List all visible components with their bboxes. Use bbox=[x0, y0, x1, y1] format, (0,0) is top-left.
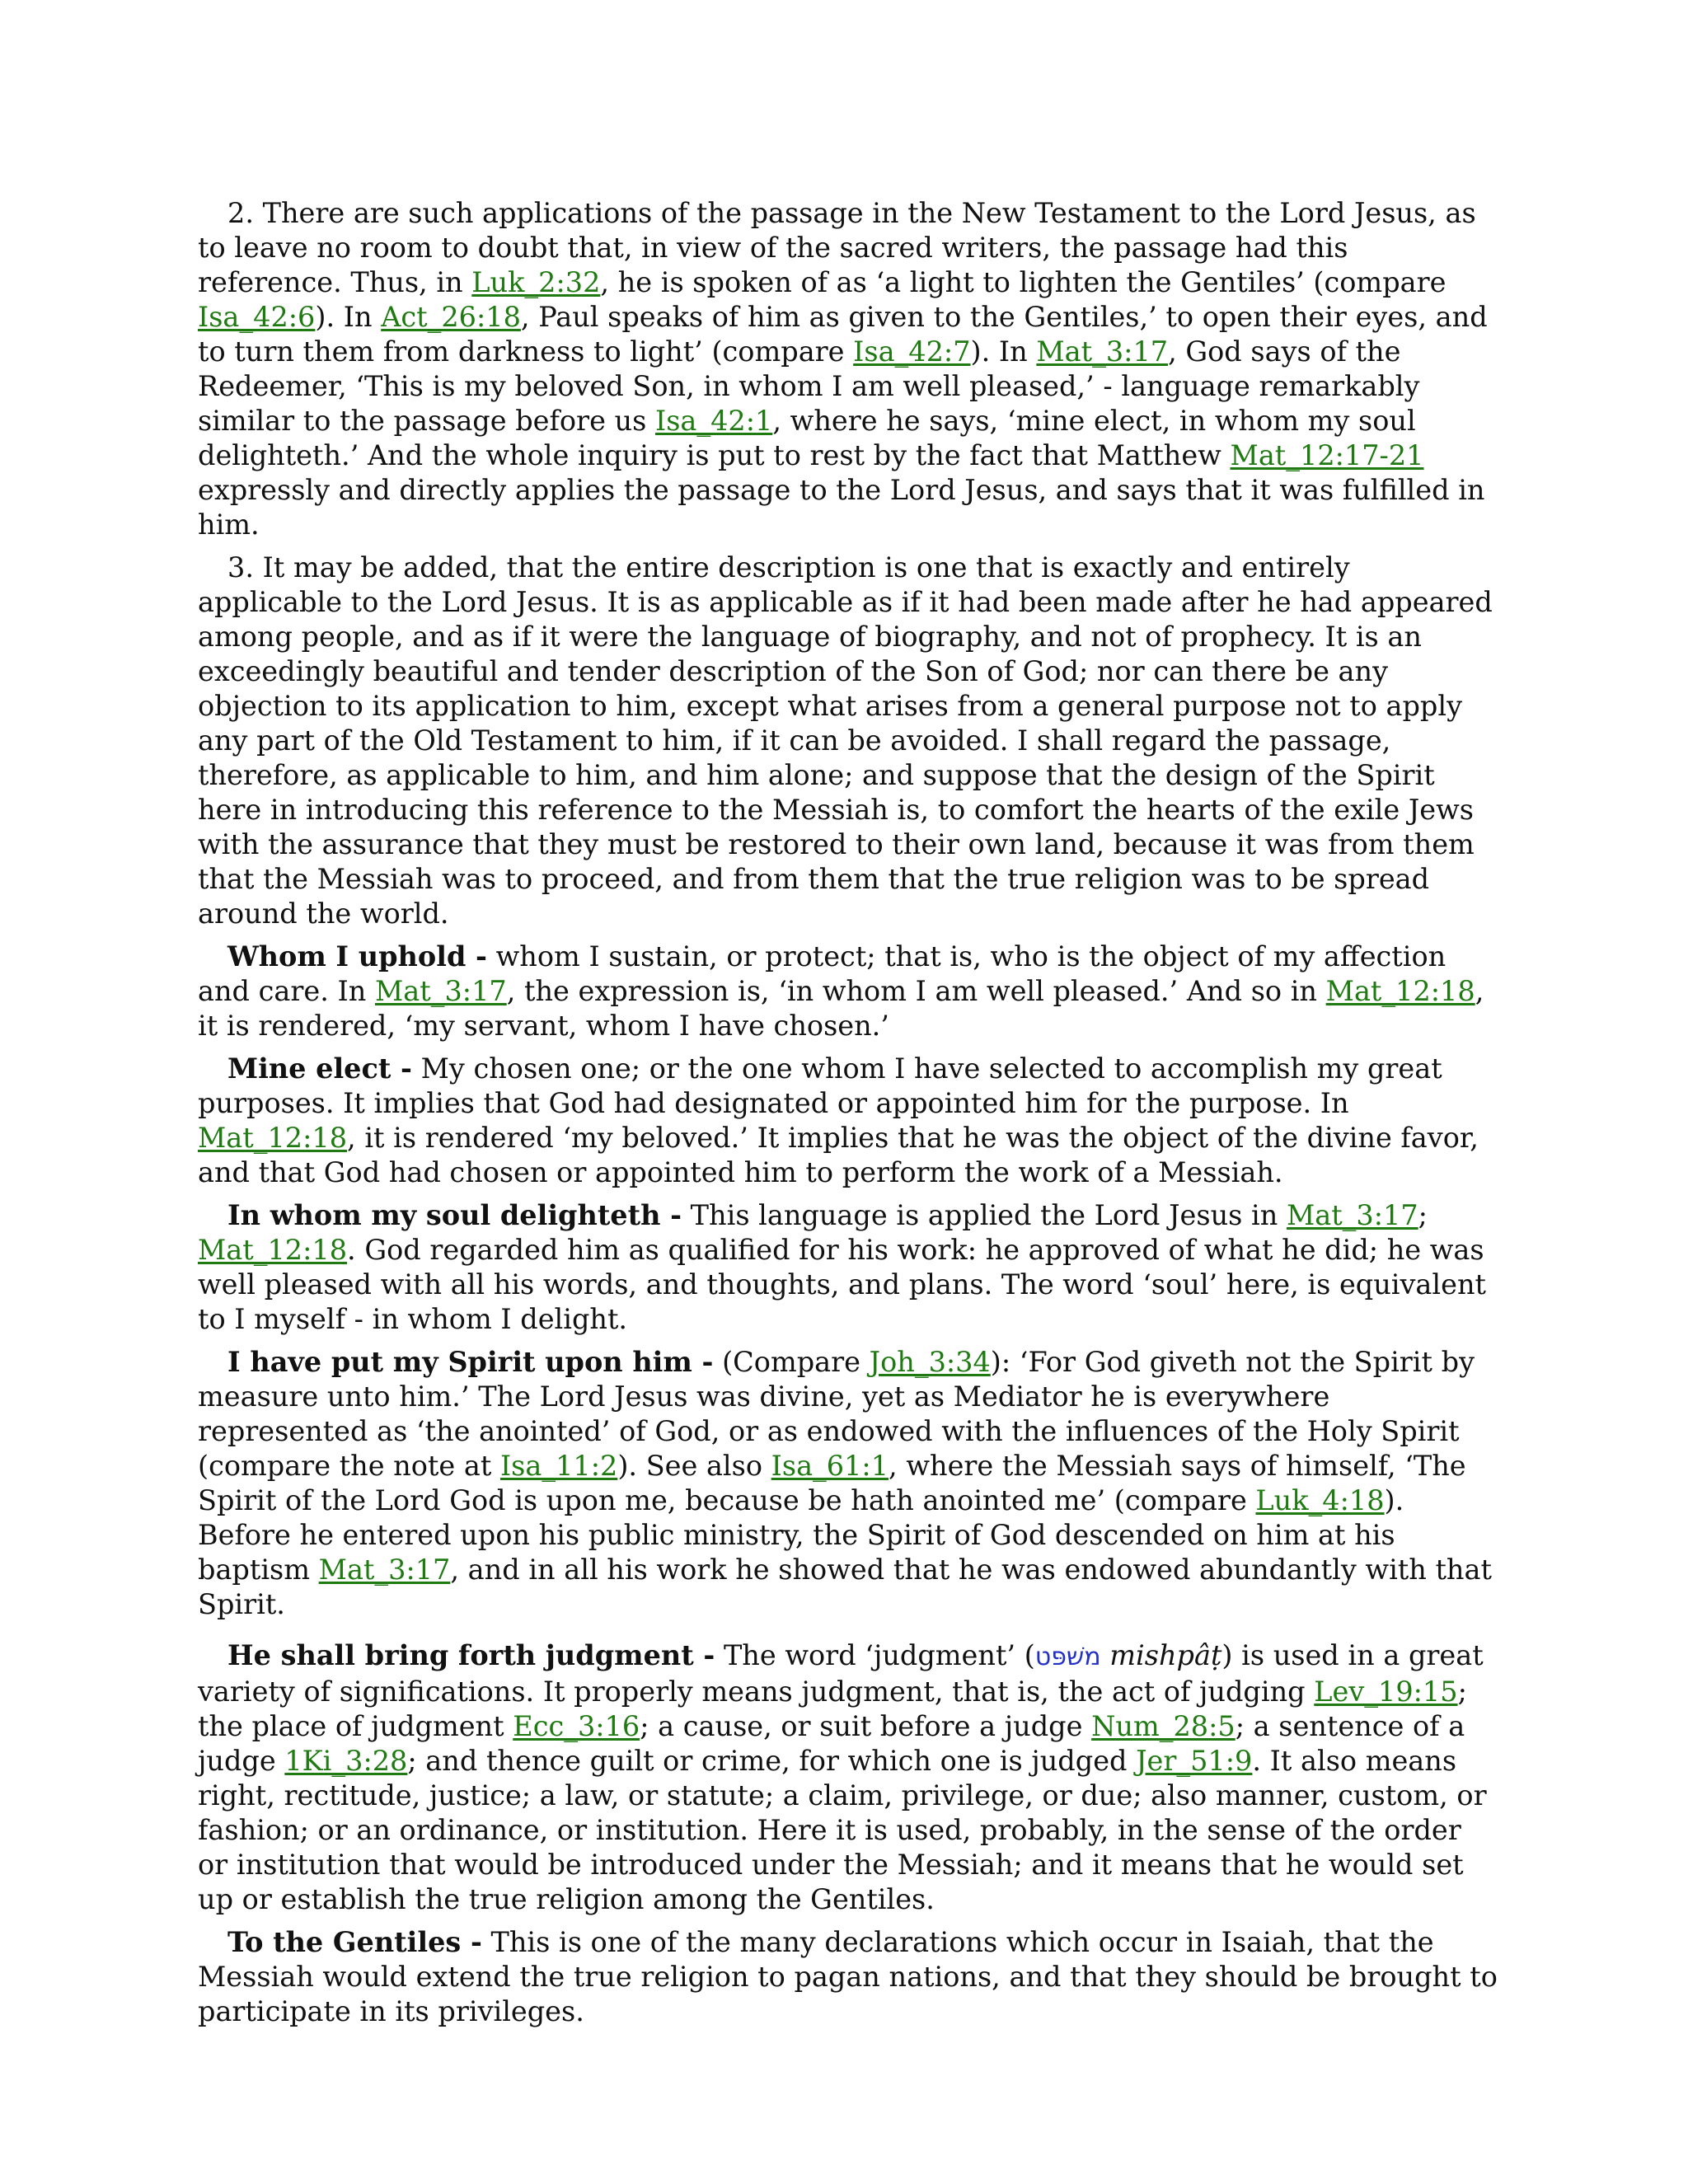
body-text: This is one of the many declarations which occur in Isaiah, that the Messiah would extend the true religion to pagan nations, and that they should be brought to participate in its privileges. bbox=[198, 1926, 1498, 2027]
scripture-link[interactable]: Mat_3:17 bbox=[1286, 1199, 1418, 1231]
scripture-link[interactable]: Mat_12:17-21 bbox=[1230, 439, 1424, 471]
paragraph-judgment bbox=[198, 1638, 1498, 1917]
scripture-link[interactable]: Isa_42:6 bbox=[198, 301, 316, 333]
scripture-link[interactable]: Isa_42:7 bbox=[853, 335, 971, 368]
body-text: My chosen one; or the one whom I have selected to accomplish my great purposes. It implies that God had designated or appointed him for the purpose. In bbox=[198, 1052, 1442, 1119]
scripture-link[interactable]: 1Ki_3:28 bbox=[284, 1745, 408, 1777]
body-text: , Paul speaks of him as given to the Gentiles,’ to open their eyes, and to turn them from darkness to light’ (compare bbox=[198, 301, 1488, 368]
body-text: , where he says, ‘mine elect, in whom my soul delighteth.’ And the whole inquiry is put to rest by the fact that Matthew bbox=[198, 405, 1416, 471]
entry-heading: To the Gentiles - bbox=[227, 1926, 482, 1958]
paragraph-spirit-upon-him bbox=[198, 1345, 1498, 1622]
scripture-link[interactable]: Isa_11:2 bbox=[499, 1450, 618, 1482]
body-text: ). Before he entered upon his public ministry, the Spirit of God descended on him at his baptism bbox=[198, 1484, 1404, 1586]
body-text: This language is applied the Lord Jesus in bbox=[682, 1199, 1287, 1231]
body-text: ) is used in a great variety of significations. It properly means judgment, that is, the act of judging bbox=[198, 1639, 1484, 1708]
scripture-link[interactable]: Luk_4:18 bbox=[1255, 1484, 1385, 1516]
scripture-link[interactable]: Mat_12:18 bbox=[198, 1234, 348, 1266]
body-text: ). In bbox=[970, 335, 1037, 368]
paragraph-in-whom-my-soul bbox=[198, 1198, 1498, 1337]
body-text: , the expression is, ‘in whom I am well pleased.’ And so in bbox=[506, 975, 1326, 1007]
scripture-link[interactable]: Luk_2:32 bbox=[471, 266, 601, 298]
commentary-text bbox=[198, 196, 1498, 2037]
transliteration: mishpâṭ bbox=[1109, 1639, 1222, 1671]
scripture-link[interactable]: Joh_3:34 bbox=[869, 1346, 991, 1378]
body-text: ; and thence guilt or crime, for which one is judged bbox=[407, 1745, 1137, 1777]
scripture-link[interactable]: Ecc_3:16 bbox=[513, 1710, 640, 1742]
body-text: 2. There are such applications of the passage in the New Testament to the Lord Jesus, as to leave no room to doubt that, in view of the sacred writers, the passage had this reference. Thus, in bbox=[198, 197, 1476, 298]
entry-heading: He shall bring forth judgment - bbox=[227, 1639, 715, 1671]
scripture-link[interactable]: Isa_61:1 bbox=[771, 1450, 889, 1482]
scripture-link[interactable]: Mat_3:17 bbox=[318, 1554, 451, 1586]
scripture-link[interactable]: Mat_3:17 bbox=[1036, 335, 1169, 368]
body-text: , God says of the Redeemer, ‘This is my beloved Son, in whom I am well pleased,’ - language remarkably similar to the passage before us bbox=[198, 335, 1420, 437]
body-text: expressly and directly applies the passage to the Lord Jesus, and says that it was fulfilled in him. bbox=[198, 474, 1485, 541]
body-text bbox=[1101, 1639, 1110, 1671]
scripture-link[interactable]: Jer_51:9 bbox=[1136, 1745, 1253, 1777]
scripture-link[interactable]: Mat_12:18 bbox=[198, 1122, 348, 1154]
body-text: ; a cause, or suit before a judge bbox=[640, 1710, 1092, 1742]
body-text: ). See also bbox=[617, 1450, 771, 1482]
body-text: . God regarded him as qualified for his work: he approved of what he did; he was well pleased with all his words, and thoughts, and plans. The word ‘soul’ here, is equivalent to I myself - in whom I delight. bbox=[198, 1234, 1486, 1335]
paragraph-p2 bbox=[198, 196, 1498, 542]
scripture-link[interactable]: Num_28:5 bbox=[1091, 1710, 1236, 1742]
paragraph-whom-i-uphold bbox=[198, 940, 1498, 1043]
body-text: ; bbox=[1418, 1199, 1428, 1231]
body-text: , he is spoken of as ‘a light to lighten the Gentiles’ (compare bbox=[600, 266, 1447, 298]
paragraph-mine-elect bbox=[198, 1052, 1498, 1190]
body-text: (Compare bbox=[713, 1346, 870, 1378]
scripture-link[interactable]: Isa_42:1 bbox=[654, 405, 773, 437]
entry-heading: Mine elect - bbox=[227, 1052, 412, 1085]
body-text: whom I sustain, or protect; that is, who is the object of my affection and care. In bbox=[198, 940, 1447, 1007]
body-text: ; the place of judgment bbox=[198, 1675, 1467, 1742]
body-text: , it is rendered, ‘my servant, whom I have chosen.’ bbox=[198, 975, 1484, 1042]
paragraph-to-the-gentiles bbox=[198, 1925, 1498, 2029]
scripture-link[interactable]: Lev_19:15 bbox=[1314, 1675, 1458, 1708]
hebrew-word: משׁפּט bbox=[1034, 1643, 1101, 1671]
body-text: The word ‘judgment’ ( bbox=[715, 1639, 1035, 1671]
scripture-link[interactable]: Act_26:18 bbox=[381, 301, 521, 333]
paragraph-p3 bbox=[198, 551, 1498, 931]
entry-heading: Whom I uphold - bbox=[227, 940, 487, 972]
entry-heading: I have put my Spirit upon him - bbox=[227, 1346, 714, 1378]
body-text: , it is rendered ‘my beloved.’ It implies that he was the object of the divine favor, and that God had chosen or appointed him to perform the work of a Messiah. bbox=[198, 1122, 1479, 1188]
body-text: , and in all his work he showed that he was endowed abundantly with that Spirit. bbox=[198, 1554, 1492, 1620]
body-text: . It also means right, rectitude, justice; a law, or statute; a claim, privilege, or due; also manner, custom, or fashion; or an ordinance, or institution. Here it is used, probably, in the sense of the order or institution that would be introduced under the Messiah; and it means that he would set up or establish the true religion among the Gentiles. bbox=[198, 1745, 1487, 1915]
scripture-link[interactable]: Mat_3:17 bbox=[374, 975, 507, 1007]
body-text: ; a sentence of a judge bbox=[198, 1710, 1465, 1777]
scripture-link[interactable]: Mat_12:18 bbox=[1325, 975, 1475, 1007]
body-text: ): ‘For God giveth not the Spirit by measure unto him.’ The Lord Jesus was divine, yet as Mediator he is everywhere represented as ‘the anointed’ of God, or as endowed with the influences of the Holy Spirit (compare the note at bbox=[198, 1346, 1475, 1482]
entry-heading: In whom my soul delighteth - bbox=[227, 1199, 682, 1231]
body-text: ). In bbox=[315, 301, 382, 333]
body-text: , where the Messiah says of himself, ‘The Spirit of the Lord God is upon me, because be hath anointed me’ (compare bbox=[198, 1450, 1466, 1516]
body-text: 3. It may be added, that the entire description is one that is exactly and entirely applicable to the Lord Jesus. It is as applicable as if it had been made after he had appeared among people, and as if it were the language of biography, and not of prophecy. It is an exceedingly beautiful and tender description of the Son of God; nor can there be any objection to its application to him, except what arises from a general purpose not to apply any part of the Old Testament to him, if it can be avoided. I shall regard the passage, therefore, as applicable to him, and him alone; and suppose that the design of the Spirit here in introducing this reference to the Messiah is, to comfort the hearts of the exile Jews with the assurance that they must be restored to their own land, because it was from them that the Messiah was to proceed, and from them that the true religion was to be spread around the world. bbox=[198, 551, 1493, 930]
